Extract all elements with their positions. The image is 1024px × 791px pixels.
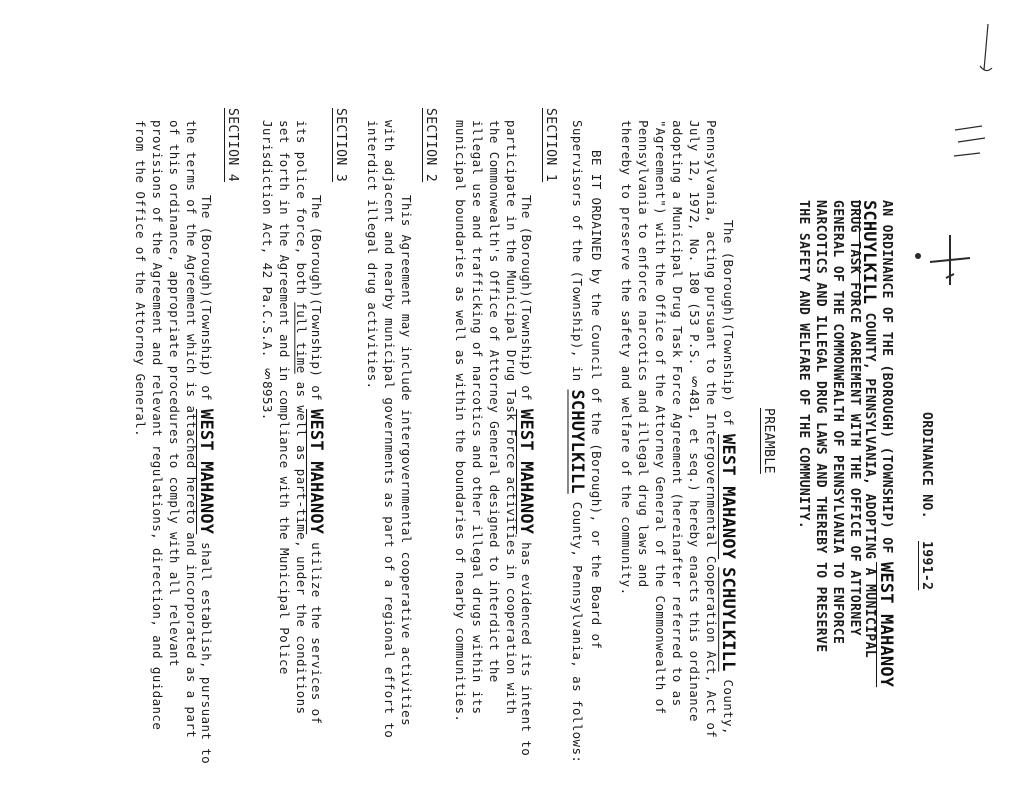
section-1-line-3: the Commonwealth's Office of Attorney General designed to interdict the <box>487 120 502 683</box>
corner-scribble-icon <box>970 20 1000 80</box>
ordinance-number-value: 1991-2 <box>919 541 934 591</box>
preamble-line-7: thereby to preserve the safety and welfare of the community. <box>619 120 634 596</box>
handwritten-check-mark-icon <box>920 230 980 290</box>
title-line-4: GENERAL OF THE COMMONWEALTH OF PENNSYLVANIA TO ENFORCE <box>830 200 845 645</box>
ordinance-number-line <box>919 412 934 591</box>
section-3-line-3: set forth in the Agreement and in compliance with the Municipal Police <box>277 120 292 675</box>
section-2-heading: SECTION 2 <box>423 108 438 183</box>
section-1-line-5: municipal boundaries as well as within the boundaries of nearby communities. <box>453 120 468 723</box>
section-1-line-2: participate in the Municipal Drug Task Force activities in cooperation with <box>504 120 519 715</box>
preamble-line-2: Pennsylvania, acting pursuant to the Intergovernmental Cooperation Act, Act of <box>704 120 719 739</box>
section-3-line-2: its police force, both full time as well as part-time, under the conditions <box>294 120 309 715</box>
section-4-line-3: of this ordinance, appropriate procedures to comply with all relevant <box>167 120 182 667</box>
title-line-5: NARCOTICS AND ILLEGAL DRUG LAWS AND THEREBY TO PRESERVE <box>813 200 828 653</box>
ordinance-number-label: ORDINANCE NO. <box>919 412 934 519</box>
county-name-handwritten: SCHUYLKILL <box>859 200 879 305</box>
section-1-line-4: illegal use and trafficking of narcotics and other illegal drugs within its <box>470 120 485 715</box>
section-4-line-4: provisions of the Agreement and relevant regulations, direction, and guidance <box>150 120 165 731</box>
section-2-line-1: This Agreement may include intergovernmental cooperative activities <box>399 195 414 727</box>
title-line-3: DRUG TASK FORCE AGREEMENT WITH THE OFFICE OF ATTORNEY <box>847 200 862 637</box>
section-3-line-4: Jurisdiction Act, 42 Pa.C.S.A. §8953. <box>260 120 275 421</box>
municipality-name-handwritten: WEST MAHANOY <box>876 561 896 688</box>
section-1-heading: SECTION 1 <box>543 108 558 183</box>
section-2-line-2: with adjacent and nearby municipal governments as part of a regional effort to <box>382 120 397 739</box>
preamble-line-6: Pennsylvania to enforce narcotics and illegal drug laws and <box>636 120 651 588</box>
section-3-line-1: The (Borough)(Township) of WEST MAHANOY utilize the services of <box>306 195 326 725</box>
preamble-heading: PREAMBLE <box>761 408 776 474</box>
section-4-heading: SECTION 4 <box>225 108 240 183</box>
preamble-line-1: The (Borough)(Township) of WEST MAHANOY SCHUYLKILL County, <box>718 220 738 735</box>
slash-marks-icon <box>950 120 990 170</box>
preamble-line-4: adopting a Municipal Drug Task Force Agreement (hereinafter referred to as <box>670 120 685 707</box>
preamble-line-3: July 12, 1972, No. 180 (53 P.S. §481, et seq.) hereby enacts this ordinance <box>687 120 702 722</box>
section-2-line-3: interdict illegal drug activities. <box>365 120 380 390</box>
section-1-line-1: The (Borough)(Township) of WEST MAHANOY has evidenced its intent to <box>516 195 536 757</box>
section-4-line-1: The (Borough)(Township) of WEST MAHANOY shall establish, pursuant to <box>196 195 216 765</box>
ink-dot-icon <box>912 250 924 262</box>
title-line-1: AN ORDINANCE OF THE (BOROUGH) (TOWNSHIP) OF WEST MAHANOY <box>876 200 896 688</box>
section-4-line-2: the terms of the Agreement which is attached hereto and incorporated as a part <box>184 120 199 739</box>
enactment-line-2: Supervisors of the (Township), in SCHUYLKILL County, Pennsylvania, as follows: <box>567 120 587 764</box>
title-line-2: SCHUYLKILL COUNTY, PENNSYLVANIA, ADOPTING A MUNICIPAL <box>859 200 879 659</box>
title-line-6: THE SAFETY AND WELFARE OF THE COMMUNITY. <box>796 200 811 530</box>
enactment-line-1: BE IT ORDAINED by the Council of the (Borough), or the Board of <box>589 150 604 650</box>
preamble-line-5: "Agreement") with the Office of the Attorney General of the Commonwealth of <box>653 120 668 715</box>
section-3-heading: SECTION 3 <box>333 108 348 183</box>
section-4-line-5: from the Office of the Attorney General. <box>133 120 148 438</box>
